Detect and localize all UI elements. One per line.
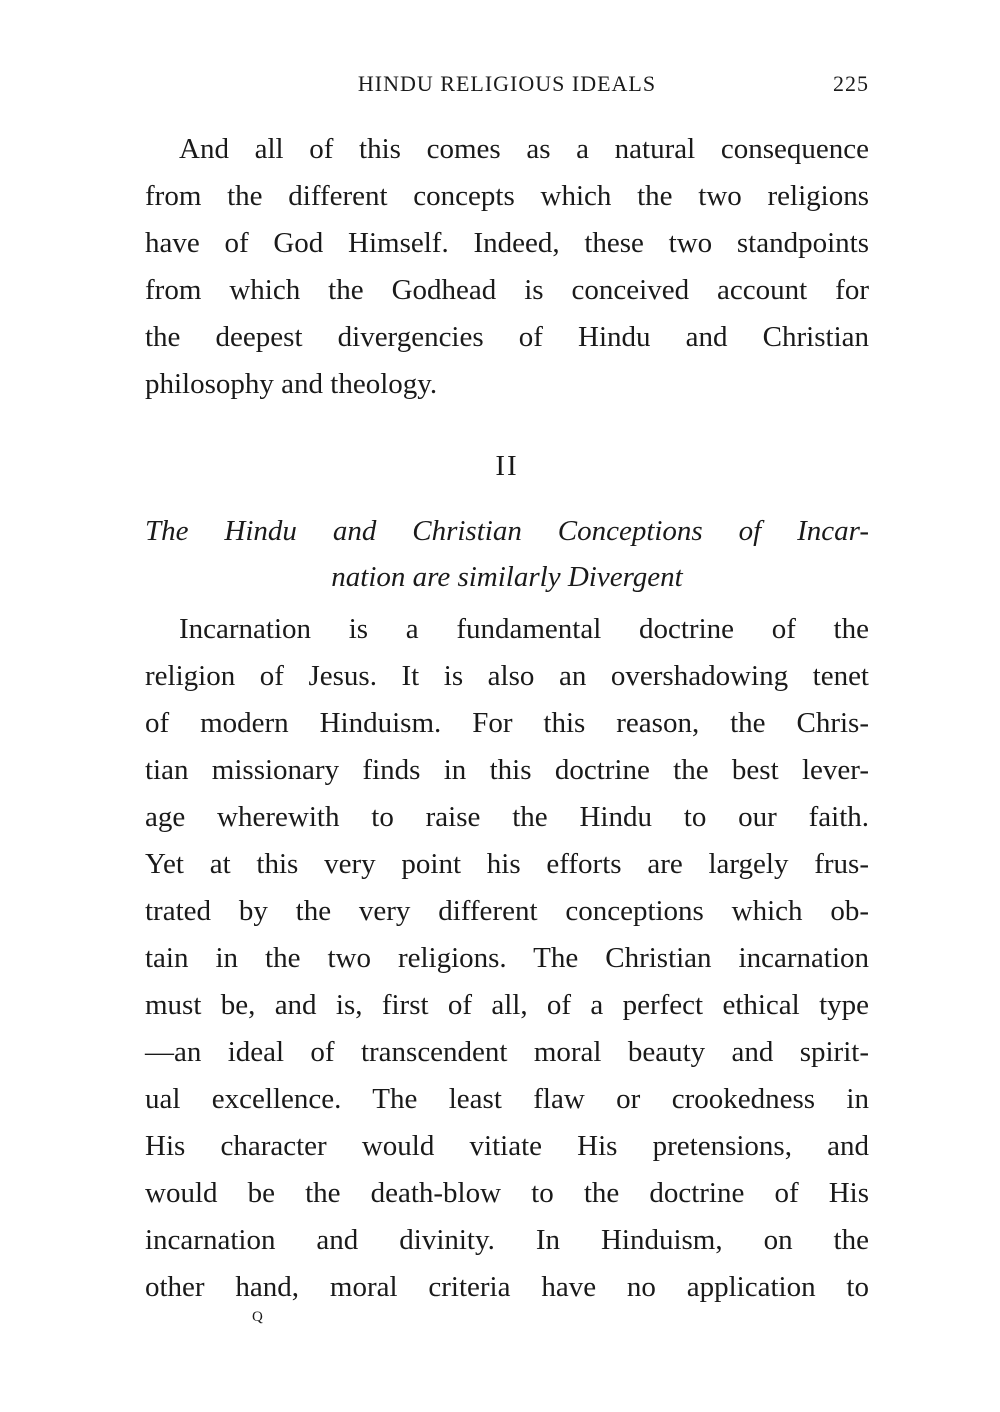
section-number: II <box>495 450 519 482</box>
text-line: trated by the very different conceptions which ob- <box>145 895 869 927</box>
paragraph-1 <box>145 126 869 408</box>
text-line: philosophy and theology. <box>145 368 438 400</box>
text-line: tain in the two religions. The Christian incarnation <box>145 942 869 974</box>
text-line: the deepest divergencies of Hindu and Christian <box>145 321 869 353</box>
text-line: And all of this comes as a natural consequence <box>179 133 869 165</box>
section-heading-line: nation are similarly Divergent <box>331 561 683 593</box>
text-line: ual excellence. The least flaw or crookedness in <box>145 1083 869 1115</box>
text-line: would be the death-blow to the doctrine of His <box>145 1177 869 1209</box>
text-line: from the different concepts which the two religions <box>145 180 869 212</box>
text-line: tian missionary finds in this doctrine the best lever- <box>145 754 869 786</box>
text-line: religion of Jesus. It is also an overshadowing tenet <box>145 660 869 692</box>
running-title: HINDU RELIGIOUS IDEALS <box>357 71 657 96</box>
text-line: age wherewith to raise the Hindu to our faith. <box>145 801 869 833</box>
paragraph-2 <box>145 606 869 1311</box>
text-line: of modern Hinduism. For this reason, the Chris- <box>145 707 869 739</box>
running-head <box>145 68 869 100</box>
text-line: —an ideal of transcendent moral beauty and spirit- <box>145 1036 869 1068</box>
text-line: from which the Godhead is conceived account for <box>145 274 869 306</box>
text-line: have of God Himself. Indeed, these two standpoints <box>145 227 869 259</box>
section-heading-line: The Hindu and Christian Conceptions of Incar- <box>145 515 869 547</box>
text-line: incarnation and divinity. In Hinduism, on the <box>145 1224 869 1256</box>
text-line: Incarnation is a fundamental doctrine of the <box>179 613 869 645</box>
text-line: His character would vitiate His pretensions, and <box>145 1130 869 1162</box>
text-line: must be, and is, first of all, of a perfect ethical type <box>145 989 869 1021</box>
section-heading <box>145 508 869 600</box>
signature-mark: Q <box>252 1309 263 1325</box>
page-number: 225 <box>833 71 869 96</box>
text-line: other hand, moral criteria have no application to <box>145 1271 869 1303</box>
text-line: Yet at this very point his efforts are largely frus- <box>145 848 869 880</box>
